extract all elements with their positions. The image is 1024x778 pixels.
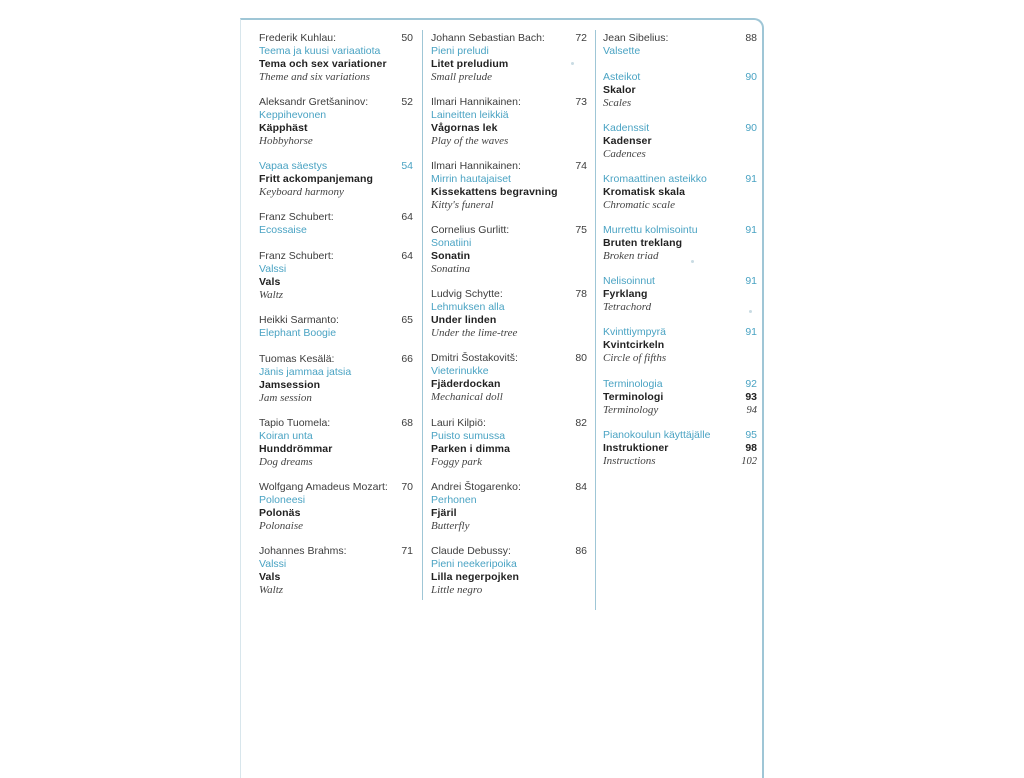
swedish-title: Under linden <box>431 314 497 326</box>
toc-entry <box>259 250 413 302</box>
page-number: 90 <box>745 71 757 83</box>
english-title: Hobbyhorse <box>259 135 313 147</box>
finnish-title: Perhonen <box>431 494 477 506</box>
swedish-title: Fyrklang <box>603 288 648 300</box>
finnish-title: Koiran unta <box>259 430 313 442</box>
composer: Wolfgang Amadeus Mozart: <box>259 481 388 493</box>
finnish-title: Ecossaise <box>259 224 307 236</box>
toc-entry <box>603 173 757 212</box>
section-title: Terminologia <box>603 378 663 390</box>
toc-entry <box>259 211 413 237</box>
composer: Ilmari Hannikainen: <box>431 160 521 172</box>
toc-entry <box>603 275 757 314</box>
english-title: Terminology <box>603 404 659 416</box>
page-number: 91 <box>745 173 757 185</box>
finnish-title: Jänis jammaa jatsia <box>259 366 352 378</box>
composer: Dmitri Šostakovitš: <box>431 352 518 364</box>
english-title: Waltz <box>259 584 284 596</box>
composer: Franz Schubert: <box>259 250 334 262</box>
scan-speck <box>571 62 574 65</box>
finnish-title: Sonatiini <box>431 237 472 249</box>
toc-entry <box>431 352 587 404</box>
english-title: Sonatina <box>431 263 471 275</box>
composer: Aleksandr Gretšaninov: <box>259 96 369 108</box>
swedish-title: Fjäderdockan <box>431 378 501 390</box>
toc-entry <box>259 481 413 533</box>
page-number: 72 <box>575 32 587 44</box>
swedish-title: Polonäs <box>259 507 301 519</box>
swedish-title: Sonatin <box>431 250 471 262</box>
toc-entry <box>259 353 413 405</box>
swedish-title: Bruten treklang <box>603 237 683 249</box>
composer: Jean Sibelius: <box>603 32 669 44</box>
composer: Heikki Sarmanto: <box>259 314 339 326</box>
english-title: Small prelude <box>431 71 492 83</box>
english-title: Play of the waves <box>431 135 509 147</box>
english-title: Foggy park <box>431 456 483 468</box>
swedish-title: Fjäril <box>431 507 457 519</box>
toc-page <box>240 18 764 778</box>
page-number: 64 <box>401 250 413 262</box>
swedish-title: Instruktioner <box>603 442 669 454</box>
section-title: Kromaattinen asteikko <box>603 173 707 185</box>
page-number: 94 <box>746 405 757 416</box>
finnish-title: Lehmuksen alla <box>431 301 505 313</box>
section-title: Nelisoinnut <box>603 275 655 287</box>
composer: Frederik Kuhlau: <box>259 32 337 44</box>
page-number: 90 <box>745 122 757 134</box>
page-number: 86 <box>575 545 587 557</box>
finnish-title: Vieterinukke <box>431 365 489 377</box>
toc-entry <box>431 481 587 533</box>
composer: Cornelius Gurlitt: <box>431 224 510 236</box>
composer: Franz Schubert: <box>259 211 334 223</box>
toc-entry <box>603 71 757 110</box>
section-title: Kadenssit <box>603 122 650 134</box>
finnish-title: Teema ja kuusi variaatiota <box>259 45 381 57</box>
toc-entry <box>259 545 413 597</box>
page-number: 91 <box>745 224 757 236</box>
swedish-title: Hunddrömmar <box>259 443 333 455</box>
composer: Johann Sebastian Bach: <box>431 32 545 44</box>
english-title: Jam session <box>259 392 312 404</box>
toc-entry <box>603 122 757 161</box>
finnish-title: Puisto sumussa <box>431 430 506 442</box>
section-title: Pianokoulun käyttäjälle <box>603 429 711 441</box>
page-number: 54 <box>401 160 413 172</box>
swedish-title: Kissekattens begravning <box>431 186 558 198</box>
page-number: 80 <box>575 352 587 364</box>
page-number: 50 <box>401 32 413 44</box>
toc-entry <box>431 96 587 148</box>
english-title: Scales <box>603 97 632 109</box>
page-number: 91 <box>745 326 757 338</box>
page-number: 95 <box>745 429 757 441</box>
page-number: 65 <box>401 314 413 326</box>
page-number: 92 <box>745 378 757 390</box>
english-title: Chromatic scale <box>603 199 675 211</box>
finnish-title: Valssi <box>259 263 287 275</box>
section-title: Murrettu kolmisointu <box>603 224 698 236</box>
toc-entry <box>259 32 413 84</box>
toc-entry <box>603 326 757 365</box>
composer: Ludvig Schytte: <box>431 288 503 300</box>
english-title: Waltz <box>259 289 284 301</box>
page-number: 91 <box>745 275 757 287</box>
finnish-title: Mirrin hautajaiset <box>431 173 511 185</box>
english-title: Butterfly <box>431 520 470 532</box>
finnish-title: Pieni preludi <box>431 45 489 57</box>
page-number: 71 <box>401 545 413 557</box>
section-title: Vapaa säestys <box>259 160 328 172</box>
english-title: Cadences <box>603 148 646 160</box>
swedish-title: Tema och sex variationer <box>259 58 387 70</box>
toc-entry <box>603 224 757 263</box>
toc-entry <box>431 545 587 597</box>
swedish-title: Parken i dimma <box>431 443 511 455</box>
composer: Ilmari Hannikainen: <box>431 96 521 108</box>
toc-entry <box>431 224 587 276</box>
finnish-title: Valssi <box>259 558 287 570</box>
page-number: 84 <box>575 481 587 493</box>
english-title: Keyboard harmony <box>259 186 344 198</box>
swedish-title: Litet preludium <box>431 58 509 70</box>
toc-entry <box>431 288 587 340</box>
english-title: Mechanical doll <box>431 391 503 403</box>
page-number: 75 <box>575 224 587 236</box>
swedish-title: Fritt ackompanjemang <box>259 173 374 185</box>
swedish-title: Kromatisk skala <box>603 186 686 198</box>
toc-entry <box>431 417 587 469</box>
swedish-title: Kvintcirkeln <box>603 339 665 351</box>
scan-speck <box>749 310 752 313</box>
page-number: 52 <box>401 96 413 108</box>
composer: Tuomas Kesälä: <box>259 353 335 365</box>
page-number: 73 <box>575 96 587 108</box>
toc-entry <box>603 378 757 417</box>
page-number: 74 <box>575 160 587 172</box>
page-number: 82 <box>575 417 587 429</box>
english-title: Broken triad <box>603 250 659 262</box>
toc-entry <box>259 314 413 340</box>
page-number: 66 <box>401 353 413 365</box>
finnish-title: Pieni neekeripoika <box>431 558 517 570</box>
swedish-title: Terminologi <box>603 391 664 403</box>
swedish-title: Skalor <box>603 84 636 96</box>
column-divider <box>422 30 423 600</box>
english-title: Circle of fifths <box>603 352 667 364</box>
page-number: 70 <box>401 481 413 493</box>
swedish-title: Käpphäst <box>259 122 308 134</box>
english-title: Tetrachord <box>603 301 652 313</box>
finnish-title: Elephant Boogie <box>259 327 337 339</box>
toc-entry <box>259 96 413 148</box>
page-number: 98 <box>745 442 757 454</box>
composer: Andrei Štogarenko: <box>431 481 521 493</box>
section-title: Kvinttiympyrä <box>603 326 667 338</box>
page-number: 88 <box>745 32 757 44</box>
toc-entry <box>603 32 757 58</box>
english-title: Instructions <box>603 455 656 467</box>
finnish-title: Keppihevonen <box>259 109 327 121</box>
swedish-title: Kadenser <box>603 135 652 147</box>
composer: Tapio Tuomela: <box>259 417 331 429</box>
toc-entry <box>259 160 413 199</box>
english-title: Kitty's funeral <box>431 199 494 211</box>
english-title: Polonaise <box>259 520 303 532</box>
toc-entry <box>603 429 757 468</box>
toc-entry <box>259 417 413 469</box>
swedish-title: Lilla negerpojken <box>431 571 520 583</box>
finnish-title: Valsette <box>603 45 641 57</box>
swedish-title: Vals <box>259 276 281 288</box>
swedish-title: Jamsession <box>259 379 321 391</box>
english-title: Theme and six variations <box>259 71 370 83</box>
scan-speck <box>691 260 694 263</box>
english-title: Under the lime-tree <box>431 327 518 339</box>
finnish-title: Poloneesi <box>259 494 306 506</box>
composer: Lauri Kilpiö: <box>431 417 486 429</box>
page-number: 78 <box>575 288 587 300</box>
swedish-title: Vågornas lek <box>431 122 498 134</box>
toc-entry <box>431 32 587 84</box>
section-title: Asteikot <box>603 71 641 83</box>
finnish-title: Laineitten leikkiä <box>431 109 509 121</box>
composer: Claude Debussy: <box>431 545 511 557</box>
toc-entry <box>431 160 587 212</box>
page-number: 93 <box>745 391 757 403</box>
english-title: Dog dreams <box>259 456 313 468</box>
page-number: 68 <box>401 417 413 429</box>
page-number: 102 <box>741 456 757 467</box>
english-title: Little negro <box>431 584 483 596</box>
page-number: 64 <box>401 211 413 223</box>
swedish-title: Vals <box>259 571 281 583</box>
column-divider <box>595 30 596 610</box>
composer: Johannes Brahms: <box>259 545 347 557</box>
